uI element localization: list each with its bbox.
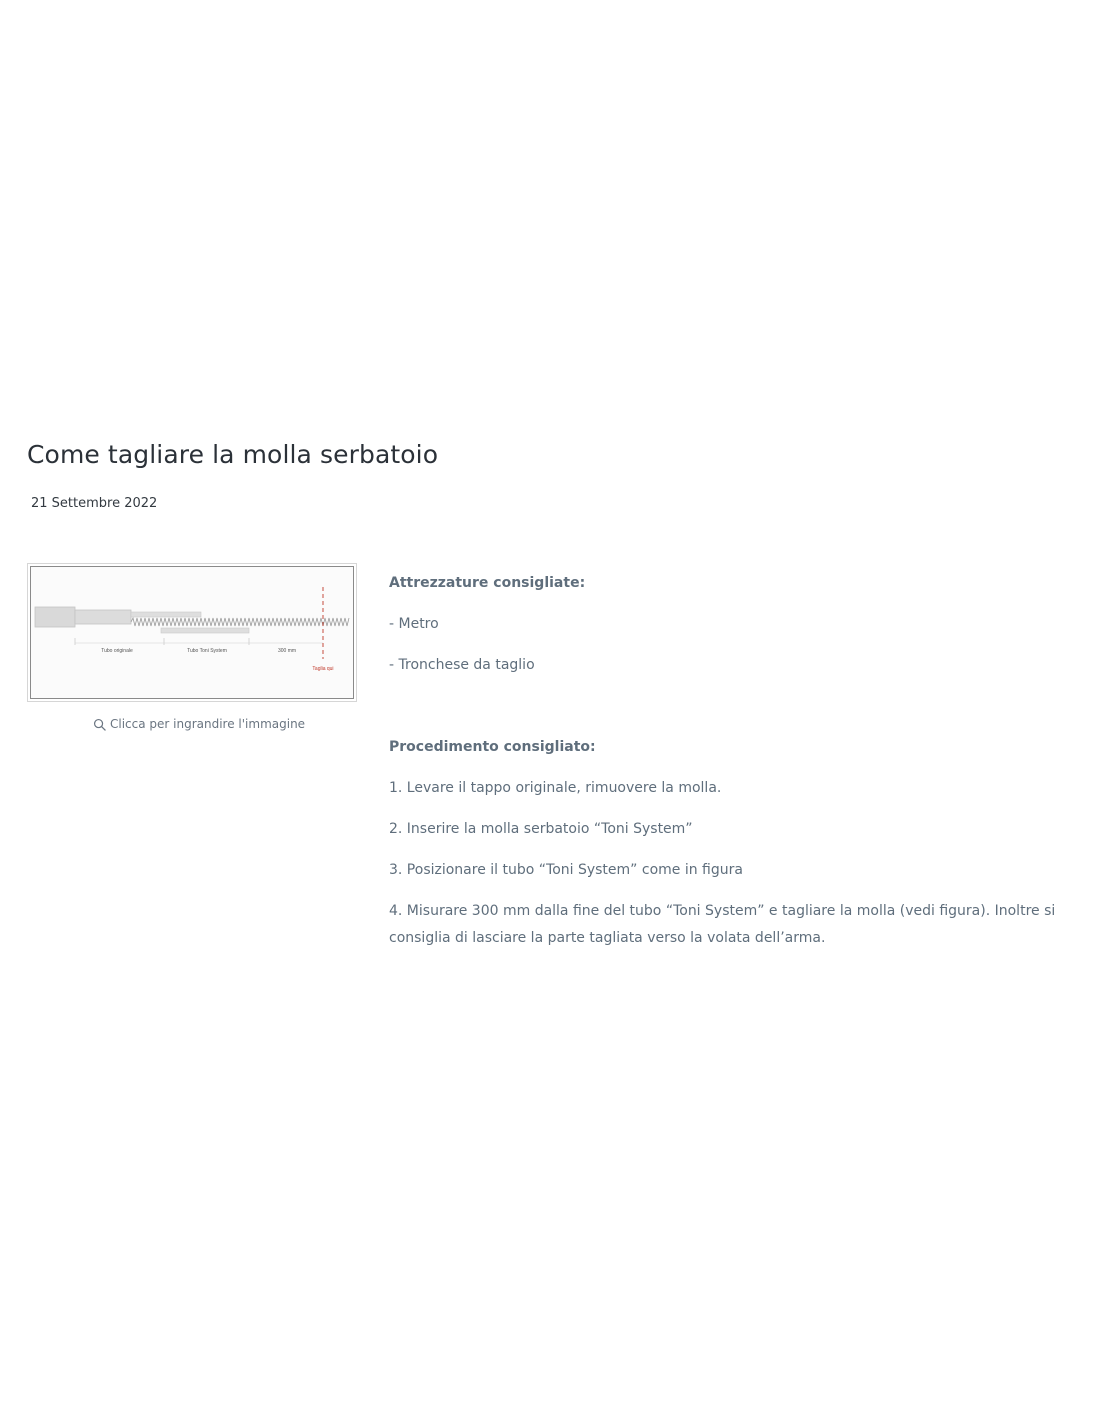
zoom-link[interactable] [93,717,305,731]
procedure-step: 2. Inserire la molla serbatoio “Toni System” [389,821,693,837]
procedure-step: 3. Posizionare il tubo “Toni System” come in figura [389,862,743,878]
toni-system-tube [161,628,249,633]
search-icon [93,718,106,731]
publish-date: 21 Settembre 2022 [31,496,158,511]
spring-diagram [31,567,353,698]
figure-frame [30,566,354,699]
original-tube-mid [75,610,131,624]
figure-thumbnail[interactable] [27,563,357,702]
label-tubo-toni-system: Tubo Toni System [187,648,227,654]
spring [131,618,349,626]
procedure-heading: Procedimento consigliato: [389,739,596,755]
zoom-label: Clicca per ingrandire l'immagine [110,717,306,731]
label-cut-here: Taglia qui [312,666,334,672]
original-tube-body [35,607,75,627]
original-tube-end [131,612,201,617]
label-measure: 300 mm [277,648,297,654]
equipment-item: - Tronchese da taglio [389,657,535,673]
label-tubo-originale: Tubo originale [101,648,133,654]
page-title: Come tagliare la molla serbatoio [27,440,439,469]
procedure-step: 1. Levare il tappo originale, rimuovere la molla. [389,780,722,796]
equipment-heading: Attrezzature consigliate: [389,575,586,591]
equipment-item: - Metro [389,616,439,632]
procedure-step: 4. Misurare 300 mm dalla fine del tubo “Toni System” e tagliare la molla (vedi figura). Inoltre si consiglia di lasciare la parte tagliata verso la volata dell’arma. [389,903,1056,946]
